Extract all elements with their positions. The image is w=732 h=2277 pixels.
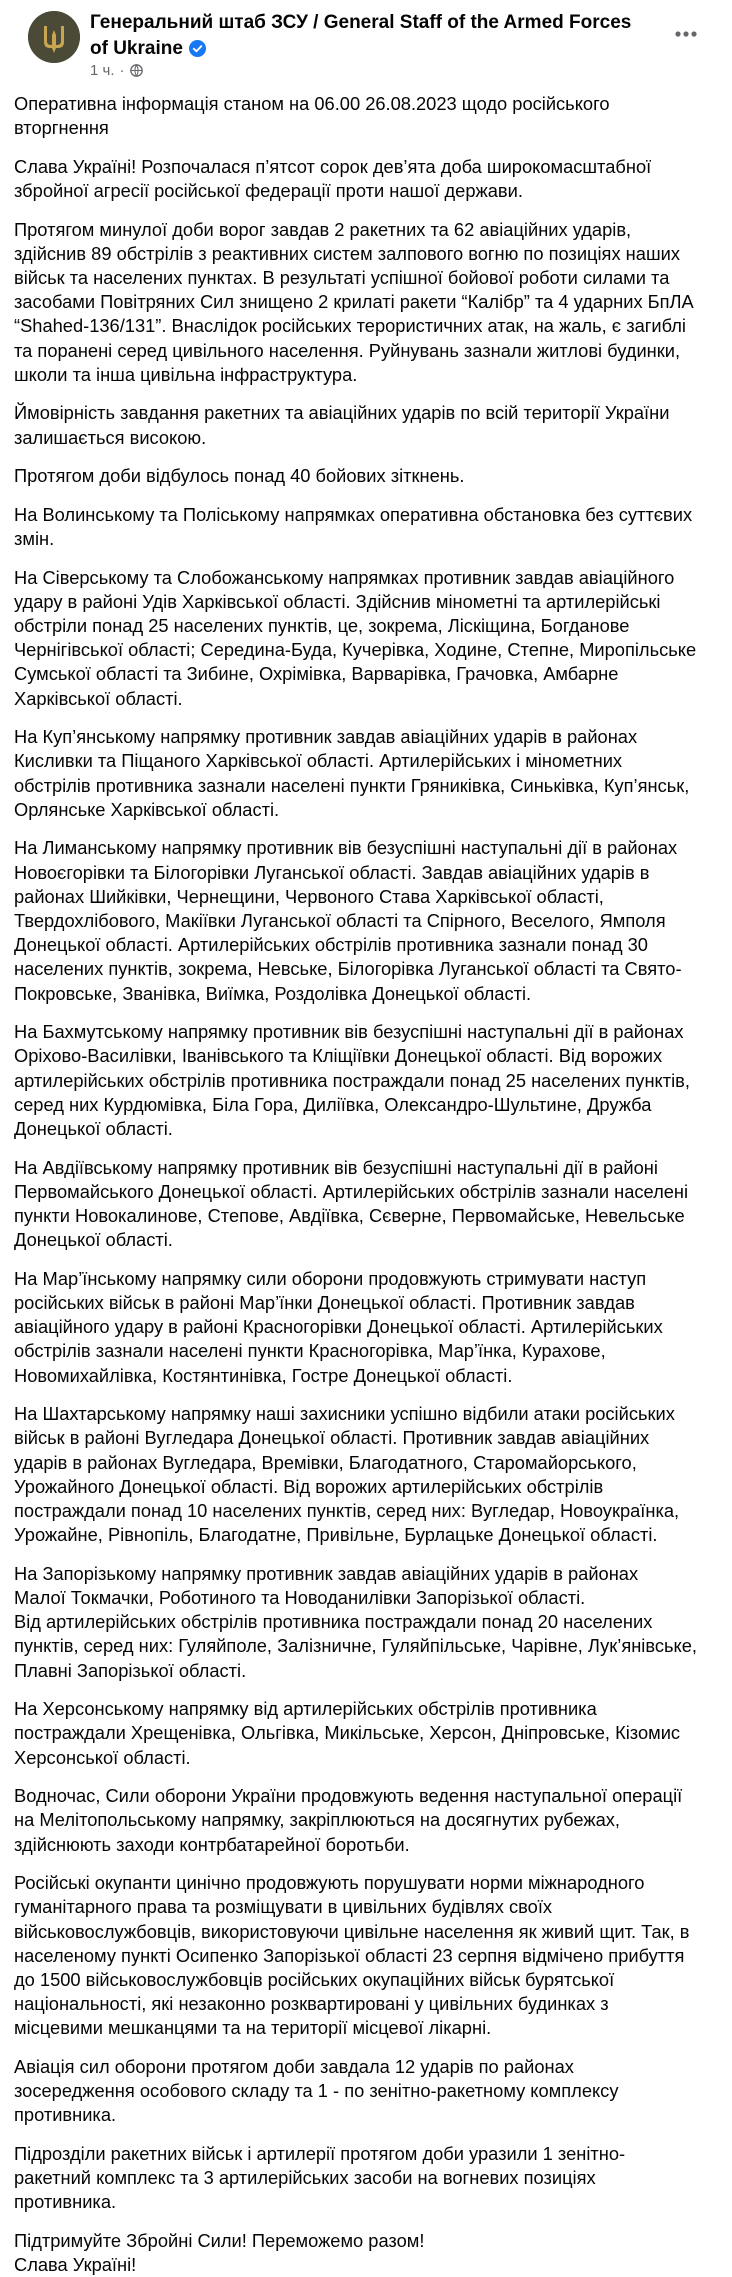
globe-icon[interactable] — [130, 64, 143, 77]
post-text-line: Чернігівської області; Середина-Буда, Кучерівка, Ходине, Степне, Миропільське — [14, 639, 697, 661]
post-meta — [90, 62, 143, 79]
post-text-line: здійснюють заходи контрбатарейної боротьби. — [14, 1833, 410, 1855]
post-text-line: Донецької області. — [14, 1118, 173, 1140]
page-name[interactable] — [90, 10, 650, 65]
post-text-line: вторгнення — [14, 117, 109, 139]
post-text-line: здійснив 89 обстрілів з реактивних систем залпового вогню по позиціях наших — [14, 242, 680, 264]
post-paragraph — [14, 1697, 712, 1770]
post-text-line: Орлянське Харківської області. — [14, 798, 280, 820]
post-text-line: пункти Новокалинове, Степове, Авдіївка, Сєверне, Первомайське, Невельське — [14, 1205, 685, 1227]
post-text-line: Новоєгорівки та Білогорівки Луганської області. Завдав авіаційних ударів в — [14, 861, 650, 883]
post-text-line: військ в районі Вугледара Донецької області. Противник завдав авіаційних — [14, 1427, 650, 1449]
post-text-line: артилерійських обстрілів противника постраждали понад 25 населених пунктів, — [14, 1069, 690, 1091]
post-text-line: Донецької області. — [14, 1229, 173, 1251]
post-paragraph — [14, 725, 712, 822]
post-paragraph — [14, 464, 712, 488]
post-paragraph — [14, 2229, 712, 2277]
post-text-line: На Лиманському напрямку противник вів безуспішні наступальні дії в районах — [14, 837, 678, 859]
post-text-line: населених пунктів, зокрема, Невське, Білогорівка Луганської області та Свято- — [14, 958, 682, 980]
post-paragraph — [14, 2055, 712, 2128]
post-text-line: школи та інша цивільна інфраструктура. — [14, 363, 358, 385]
post-text-line: змін. — [14, 528, 55, 549]
more-options-icon — [675, 31, 697, 37]
post-text-line: Урожайного Донецької області. Від ворожих артилерійських обстрілів — [14, 1475, 604, 1497]
post-text-line: Покровське, Званівка, Виїмка, Роздолівка Донецької області. — [14, 982, 532, 1004]
post-text-line: до 1500 військовослужбовців російських окупаційних військ бурятської — [14, 1969, 615, 1991]
post-text-line: Сумської області та Зибине, Охрімівка, Варварівка, Грачовка, Амбарне — [14, 663, 619, 685]
post-text-line: Харківської області. — [14, 687, 183, 709]
post-paragraph — [14, 1871, 712, 2040]
post-text-line: місцевими мешканцями та на території місцевої лікарні. — [14, 2017, 492, 2039]
post-text-line: збройної агресії російської федерації проти нашої держави. — [14, 180, 523, 201]
verified-badge-icon — [189, 39, 206, 65]
post-text-line: противника. — [14, 2104, 117, 2126]
post-text-line: Водночас, Сили оборони України продовжують ведення наступальної операції — [14, 1785, 683, 1807]
post-text-line: Авіація сил оборони протягом доби завдала 12 ударів по районах — [14, 2056, 574, 2078]
post-text-line: На Сіверському та Слобожанському напрямках противник завдав авіаційного — [14, 566, 675, 588]
post-text-line: Протягом минулої доби ворог завдав 2 ракетних та 62 авіаційних ударів, — [14, 218, 632, 240]
post-text-line: Підрозділи ракетних військ і артилерії протягом доби уразили 1 зенітно- — [14, 2143, 626, 2165]
post-text-line: Новомихайлівка, Костянтинівка, Гостре Донецької області. — [14, 1364, 513, 1386]
post-text-line: Малої Токмачки, Роботиного та Новоданилівки Запорізької області. — [14, 1587, 586, 1609]
post-text-line: гуманітарного права та розміщувати в цивільних будівлях своїх — [14, 1896, 553, 1918]
post-text-line: Первомайського Донецької області. Артилерійських обстрілів зазнали населені — [14, 1180, 689, 1202]
post-text-line: Плавні Запорізької області. — [14, 1659, 247, 1681]
post-text-line: На Шахтарському напрямку наші захисники успішно відбили атаки російських — [14, 1403, 675, 1425]
post-paragraph — [14, 1784, 712, 1857]
post-text-line: залишається високою. — [14, 426, 207, 448]
post-text-line: противника. — [14, 2191, 117, 2213]
post-text-line: Оперативна інформація станом на 06.00 26.08.2023 щодо російського — [14, 93, 610, 114]
post-header — [14, 0, 718, 86]
post-text-line: Підтримуйте Збройні Сили! Переможемо разом! — [14, 2230, 425, 2252]
post-paragraph — [14, 1562, 712, 1683]
post-timestamp[interactable]: 1 ч. — [90, 62, 115, 79]
post-text-line: Російські окупанти цинічно продовжують порушувати норми міжнародного — [14, 1872, 645, 1894]
post-text-line: військ та населених пунктах. В результаті успішної бойової роботи силами та — [14, 267, 670, 288]
post-body — [14, 86, 718, 2277]
post-text-line: зосередження особового складу та 1 - по зенітно-ракетному комплексу — [14, 2080, 619, 2102]
post-text-line: районах Шийківки, Чернещини, Червоного Става Харківської області, — [14, 885, 604, 907]
post-paragraph — [14, 218, 712, 387]
post-text-line: Херсонської області. — [14, 1746, 191, 1768]
post-text-line: Урожайне, Рівнопіль, Благодатне, Привільне, Бурлацьке Донецької області. — [14, 1524, 658, 1546]
post-text-line: населеному пункті Осипенко Запорізької області 23 серпня відмічено прибуття — [14, 1944, 685, 1966]
post-text-line: постраждали понад 10 населених пунктів, серед них: Вугледар, Новоукраїнка, — [14, 1500, 680, 1522]
post-paragraph — [14, 2142, 712, 2215]
post-text-line: Оріхово-Василівки, Іванівського та Кліщіївки Донецької області. Від ворожих — [14, 1045, 663, 1067]
post-text-line: Донецької області. Артилерійських обстрілів противника зазнали понад 30 — [14, 934, 648, 956]
post-paragraph — [14, 1267, 712, 1388]
page-name-text[interactable]: Генеральний штаб ЗСУ / General Staff of the Armed Forces of Ukraine — [90, 12, 632, 59]
post-text-line: На Куп’янському напрямку противник завдав авіаційних ударів в районах — [14, 726, 638, 748]
post-text-line: та поранені серед цивільного населення. Руйнувань зазнали житлові будинки, — [14, 339, 681, 361]
post-text-line: Кисливки та Піщаного Харківської області. Артилерійських і мінометних — [14, 750, 623, 772]
post-paragraph — [14, 1402, 712, 1547]
post-paragraph — [14, 503, 712, 551]
post-text-line: Слава Україні! — [14, 2254, 137, 2276]
post-text-line: авіаційного удару в районі Красногорівки Донецької області. Артилерійських — [14, 1316, 663, 1338]
post-text-line: На Мар’їнському напрямку сили оборони продовжують стримувати наступ — [14, 1267, 647, 1289]
post-text-line: серед них Курдюмівка, Біла Гора, Диліївка, Олександро-Шультине, Дружба — [14, 1093, 652, 1115]
post-paragraph — [14, 401, 712, 449]
post-text-line: російських військ в районі Мар’їнки Донецької області. Противник завдав — [14, 1292, 635, 1314]
post-text-line: обстрілів противника зазнали населені пункти Гряниківка, Синьківка, Куп’янськ, — [14, 774, 690, 796]
post-text-line: Ймовірність завдання ракетних та авіаційних ударів по всій території України — [14, 402, 670, 424]
post-text-line: Протягом доби відбулось понад 40 бойових зіткнень. — [14, 465, 465, 487]
post-text-line: “Shahed-136/131”. Внаслідок російських терористичних атак, на жаль, є загиблі — [14, 315, 686, 337]
post-text-line: удару в районі Удів Харківської області. Здійснив мінометні та артилерійські — [14, 590, 661, 612]
post-text-line: Від артилерійських обстрілів противника постраждали понад 20 населених — [14, 1611, 653, 1633]
post-text-line: постраждали Хрещенівка, Ольгівка, Микільське, Херсон, Дніпровське, Кізомис — [14, 1722, 681, 1744]
post-text-line: на Мелітопольському напрямку, закріплюються на досягнутих рубежах, — [14, 1809, 621, 1831]
post-text-line: пунктів, серед них: Гуляйполе, Залізничне, Гуляйпільське, Чарівне, Лук’янівське, — [14, 1635, 697, 1657]
post-text-line: ракетний комплекс та 3 артилерійських засоби на вогневих позиціях — [14, 2167, 596, 2189]
post-paragraph — [14, 836, 712, 1005]
meta-dot: · — [119, 62, 125, 79]
more-options-button[interactable] — [668, 16, 704, 52]
post-text-line: На Бахмутському напрямку противник вів безуспішні наступальні дії в районах — [14, 1021, 684, 1043]
post-text-line: На Запорізькому напрямку противник завдав авіаційних ударів в районах — [14, 1562, 639, 1584]
post-paragraph — [14, 1156, 712, 1253]
post-paragraph — [14, 1020, 712, 1141]
post-text-line: На Авдіївському напрямку противник вів безуспішні наступальні дії в районі — [14, 1156, 658, 1178]
post-paragraph — [14, 155, 712, 203]
page-avatar[interactable] — [28, 11, 80, 63]
post-text-line: військовослужбовців, використовуючи цивільне населення як живий щит. Так, в — [14, 1920, 690, 1942]
post-paragraph — [14, 92, 712, 140]
post-text-line: Слава Україні! Розпочалася п’ятсот сорок дев’ята доба широкомасштабної — [14, 155, 652, 177]
post-text-line: обстріли понад 25 населених пунктів, це, зокрема, Ліскіщина, Богданове — [14, 615, 630, 636]
post-text-line: На Херсонському напрямку від артилерійських обстрілів противника — [14, 1698, 597, 1720]
post-text-line: Твердохлібового, Макіївки Луганської області та Спірного, Веселого, Ямполя — [14, 910, 666, 932]
post-text-line: національності, які незаконно розквартировані у цивільних будинках з — [14, 1993, 609, 2015]
trident-emblem-icon — [28, 11, 80, 63]
post-text-line: На Волинському та Поліському напрямках оперативна обстановка без суттєвих — [14, 503, 693, 525]
post-text-line: обстрілів зазнали населені пункти Красногорівка, Мар’їнка, Курахове, — [14, 1340, 606, 1362]
post-text-line: ударів в районах Вугледара, Времівки, Благодатного, Старомайорського, — [14, 1451, 637, 1473]
post-text-line: засобами Повітряних Сил знищено 2 крилаті ракети “Калібр” та 4 ударних БпЛА — [14, 291, 694, 313]
post-paragraph — [14, 566, 712, 711]
